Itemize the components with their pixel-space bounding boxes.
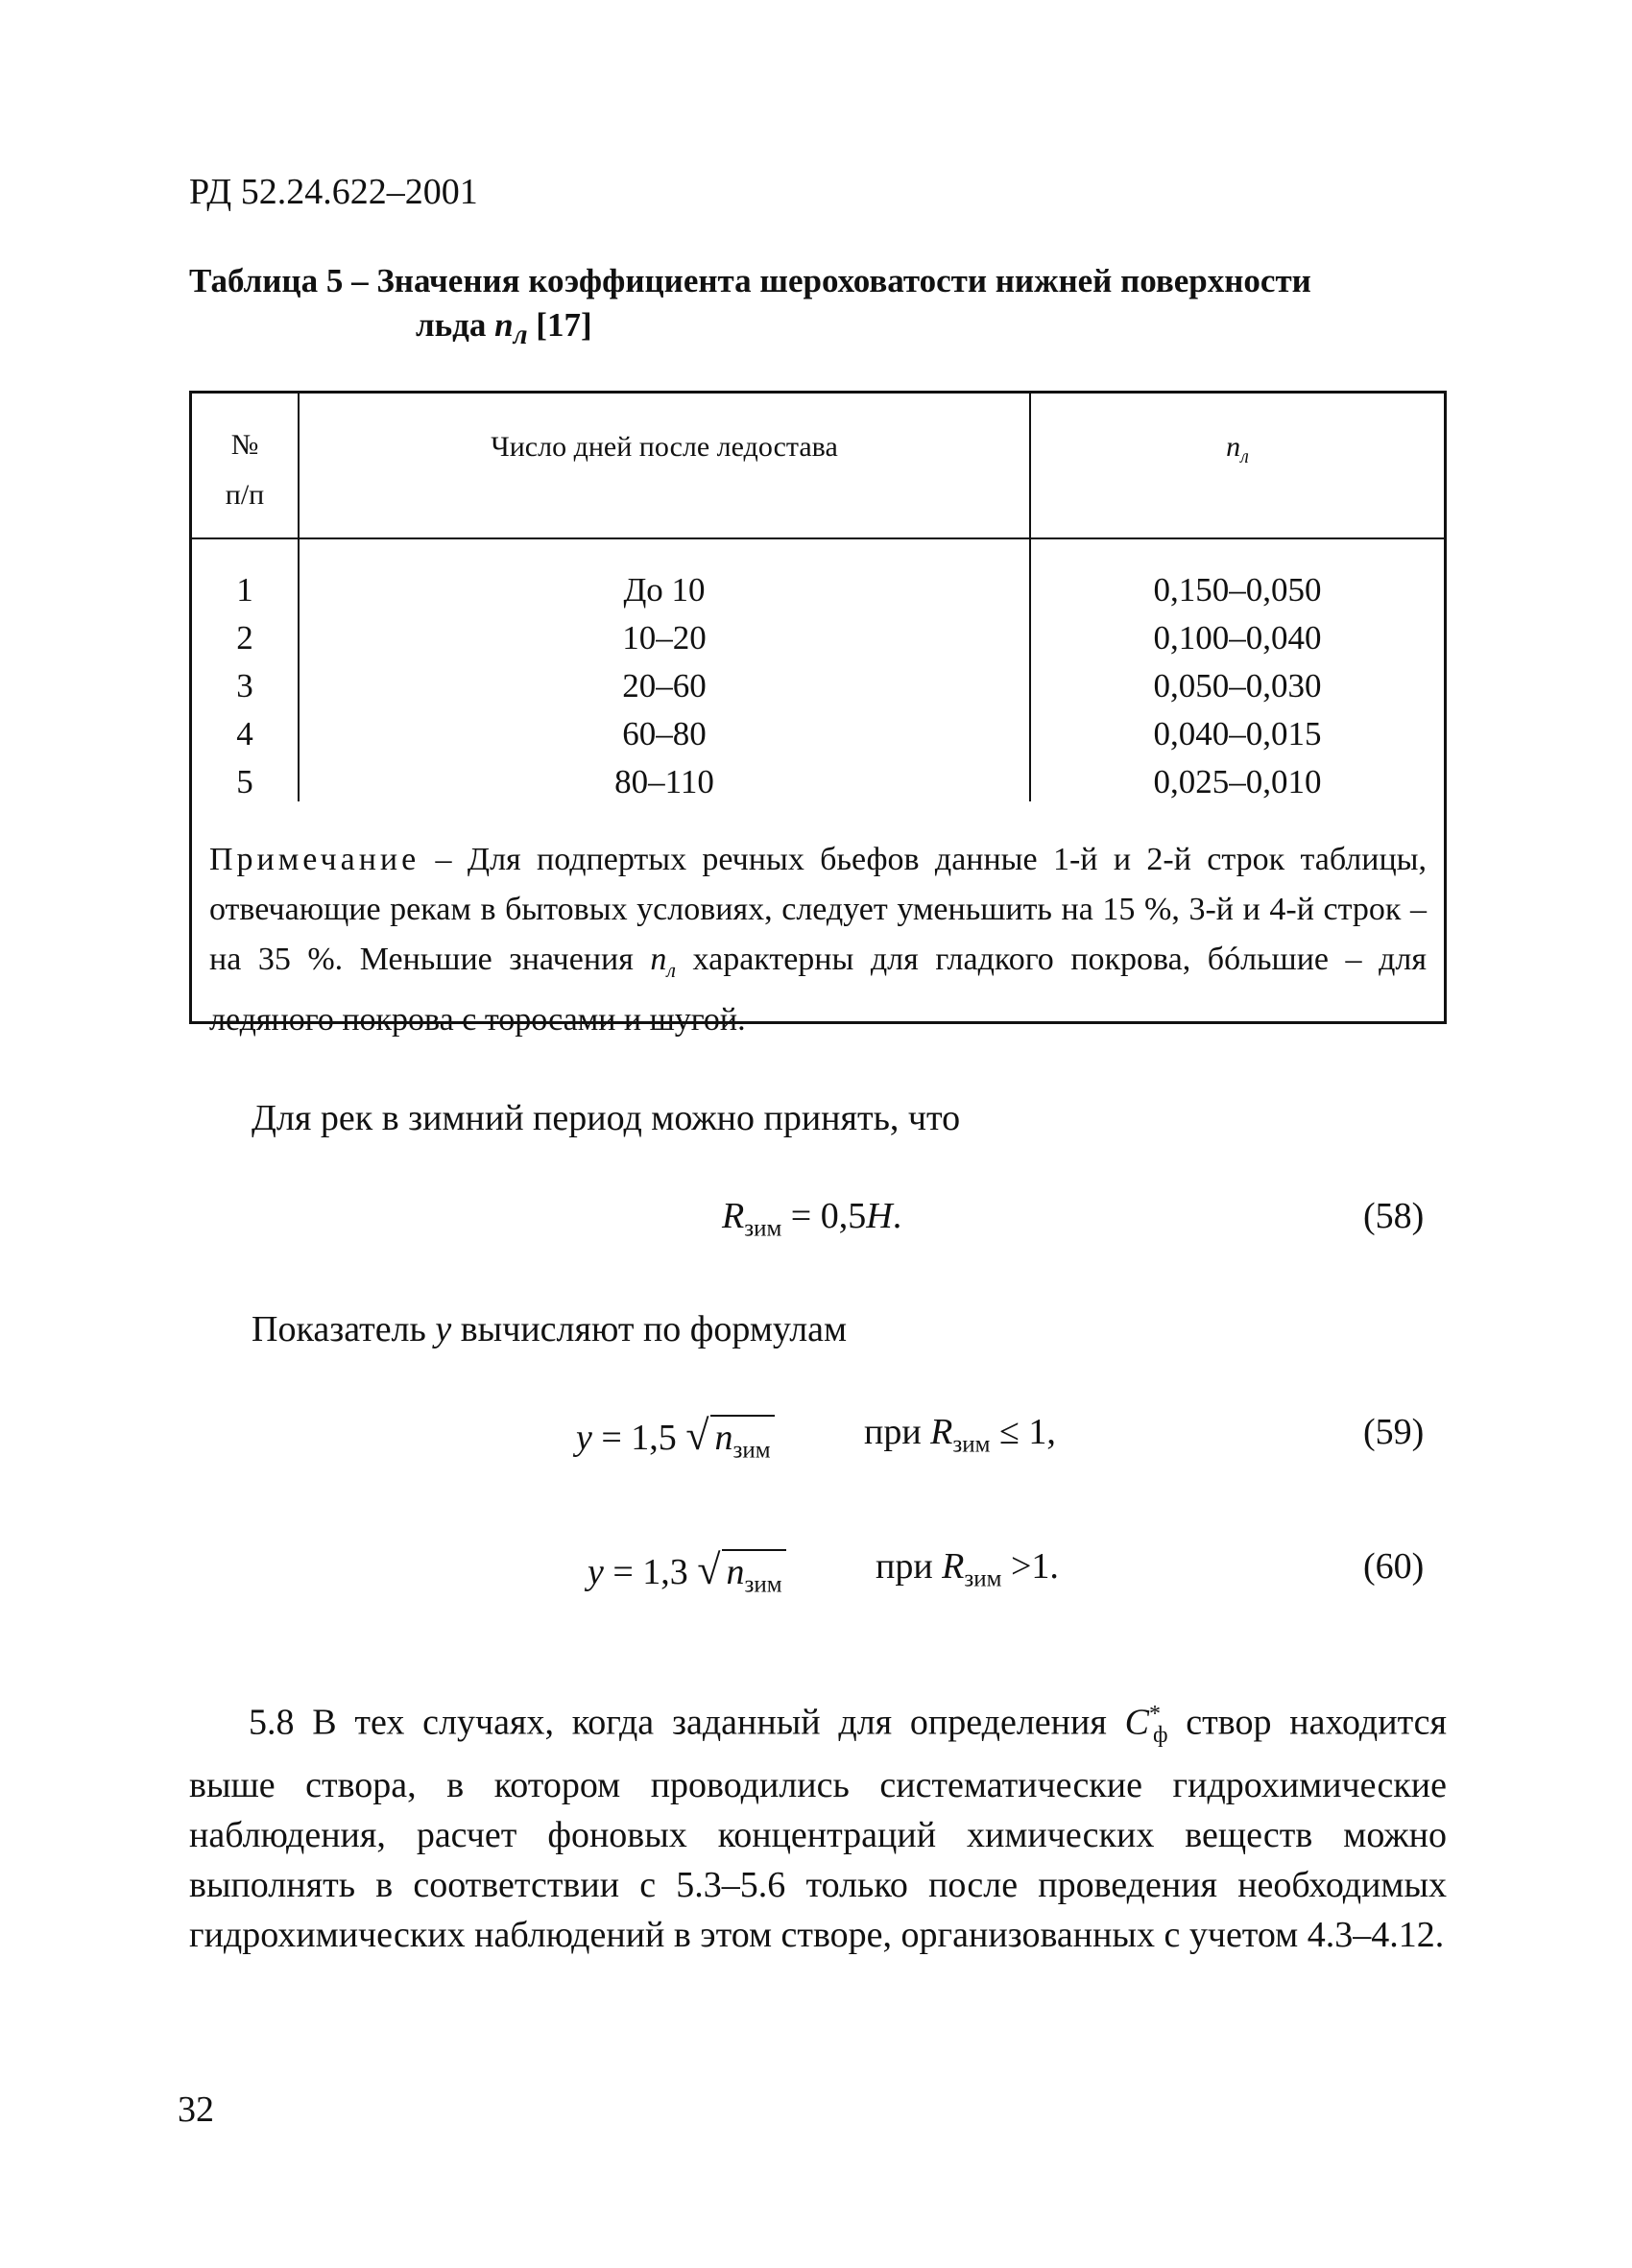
equation-number-60: (60): [1363, 1546, 1425, 1587]
table-cell-num: 4: [236, 715, 253, 752]
condition-60: при $R_{зим} >1$.: [876, 1546, 1059, 1592]
table-cell-days: 10–20: [622, 619, 707, 657]
header-num: № п/п: [225, 429, 265, 511]
table-cell-num: 2: [236, 619, 253, 657]
page-number: 32: [178, 2089, 214, 2130]
caption-symbol: n: [494, 306, 514, 344]
header-symbol: $n_л$: [1226, 431, 1249, 467]
paragraph-winter: Для рек в зимний период можно принять, что: [252, 1098, 961, 1138]
table-cell-days: 80–110: [614, 763, 714, 800]
table-cell-num: 3: [236, 667, 253, 704]
equation-60: y = 1,3 √ $n_{зим}$: [588, 1545, 786, 1599]
table-note: Примечание – Для подпертых речных бьефов данные 1-й и 2-й строк таблицы, отвечающие рекам в бытовых условиях, следует уменьшить на 15 %, 3-й и 4-й строк – на 35 %. Меньшие значения $n_л$ характерны для гладкого покрова, бóльшие – для ледяного покрова с торосами и шугой.: [209, 842, 1427, 1038]
equation-number-59: (59): [1363, 1412, 1425, 1452]
caption-line2: льда $n_л$ [17]: [416, 306, 592, 350]
section-5-8: 5.8 В тех случаях, когда заданный для определения $C^*_ф$ створ находится выше створа, в котором проводились систематические гидрохимические наблюдения, расчет фоновых концентраций химических веществ можно выполнять в соответствии с 5.3–5.6 только после проведения необходимых гидрохимических наблюдений в этом створе, организованных с учетом 4.3–4.12.: [189, 1702, 1447, 1956]
table-cell-value: 0,100–0,040: [1153, 619, 1322, 657]
equation-58: $R_{зим} = 0,5H$.: [722, 1196, 902, 1242]
table-cell-days: До 10: [623, 571, 706, 609]
condition-59: при $R_{зим} \le 1$,: [864, 1412, 1056, 1458]
header-divider: [192, 537, 1444, 539]
table-cell-value: 0,025–0,010: [1153, 763, 1322, 800]
note-label: Примечание: [209, 842, 420, 877]
table-caption: [189, 259, 1447, 357]
table-cell-days: 60–80: [622, 715, 707, 752]
equation-number-58: (58): [1363, 1196, 1425, 1236]
equation-59: y = 1,5 √ $n_{зим}$: [576, 1411, 775, 1465]
table-cell-days: 20–60: [622, 667, 707, 704]
caption-reference: [17]: [536, 306, 592, 344]
table-cell-value: 0,050–0,030: [1153, 667, 1322, 704]
table-cell-num: 1: [236, 571, 253, 609]
paragraph-exponent: Показатель y вычисляют по формулам: [252, 1309, 848, 1349]
table-cell-value: 0,040–0,015: [1153, 715, 1322, 752]
document-code: РД 52.24.622–2001: [189, 172, 478, 212]
roughness-table: [189, 391, 1447, 1038]
table-cell-num: 5: [236, 763, 253, 800]
header-days: Число дней после ледостава: [491, 431, 838, 463]
caption-line1: Таблица 5 – Значения коэффициента шероховатости нижней поверхности: [189, 262, 1311, 299]
table-cell-value: 0,150–0,050: [1153, 571, 1322, 609]
